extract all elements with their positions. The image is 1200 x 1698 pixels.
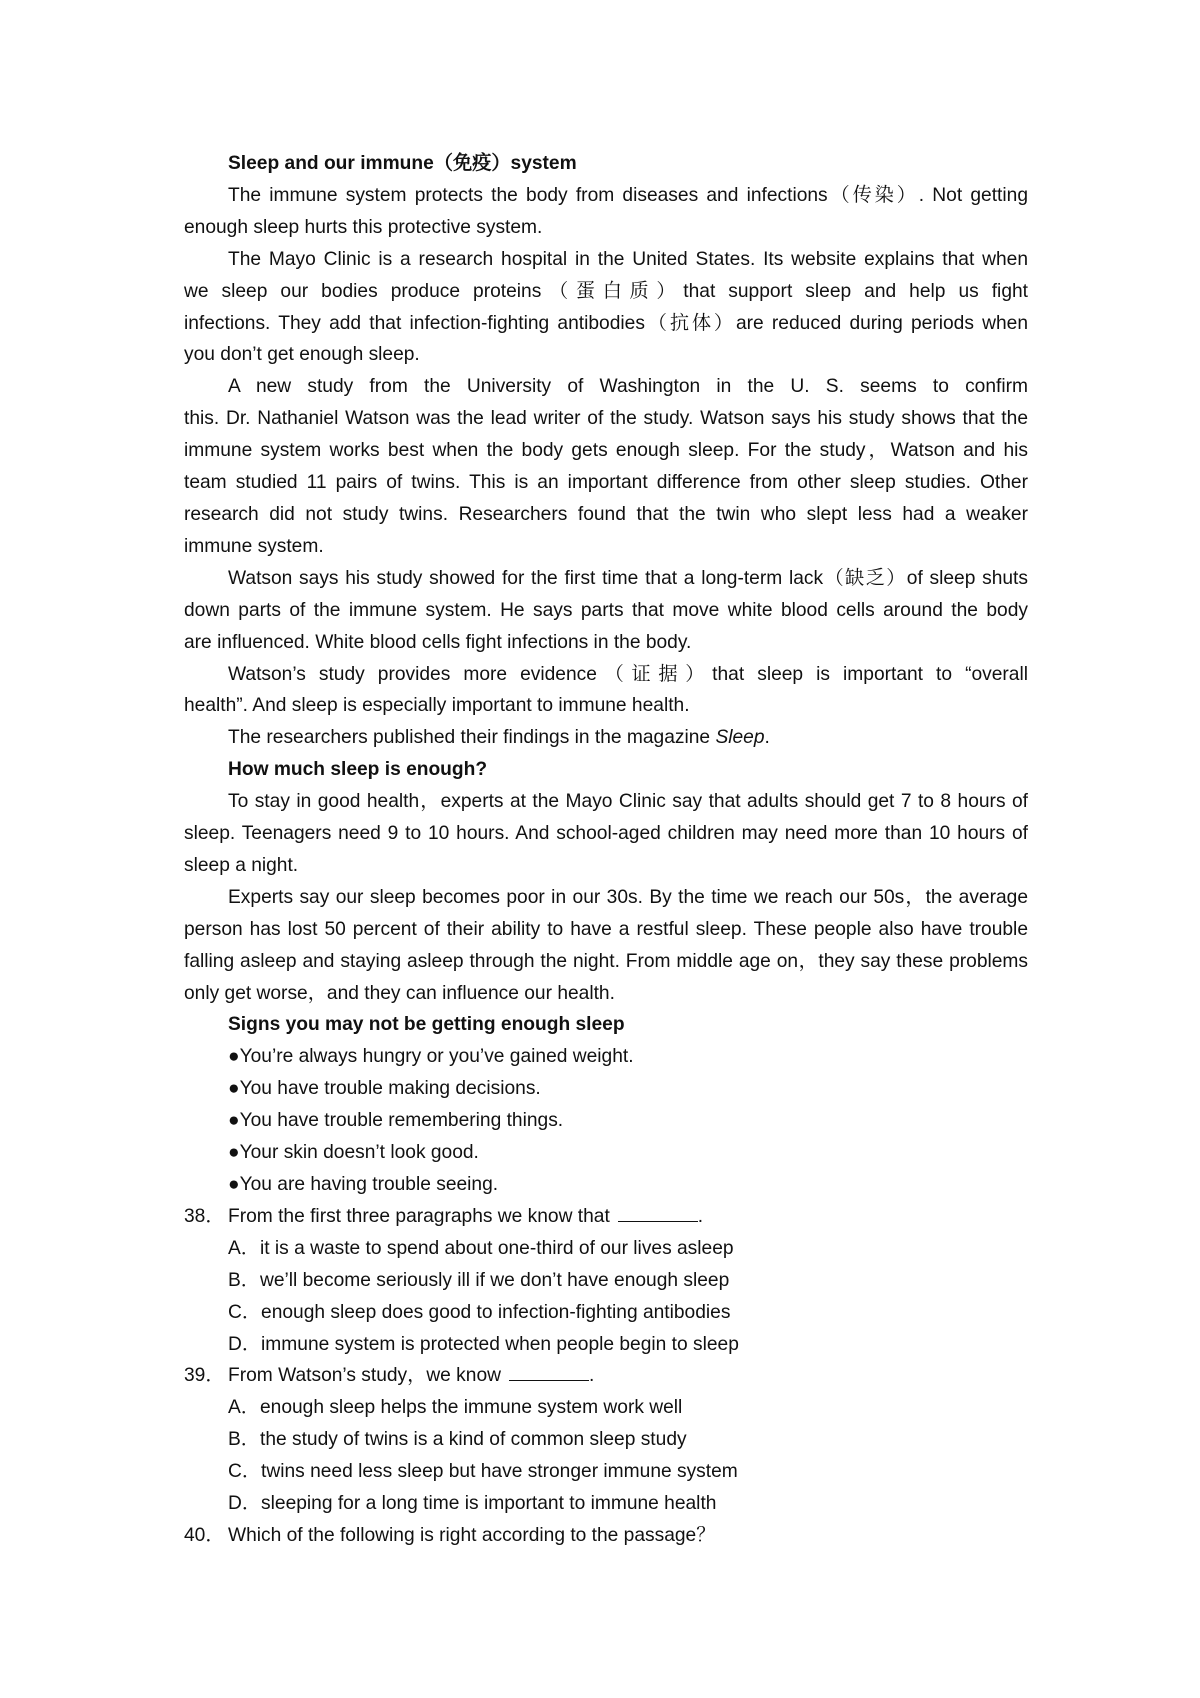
- paragraph-line: Watson’s study provides more evidence（证据）that sleep is important to “overall: [228, 663, 1028, 685]
- paragraph-line: only get worse，and they can influence our health.: [184, 982, 615, 1004]
- paragraph-line: Experts say our sleep becomes poor in our 30s. By the time we reach our 50s，the average: [228, 886, 1028, 908]
- paragraph-line: are influenced. White blood cells fight infections in the body.: [184, 631, 692, 653]
- paragraph-line: infections. They add that infection-fighting antibodies（抗体）are reduced during periods when: [184, 312, 1028, 334]
- list-item: ●You have trouble making decisions.: [228, 1078, 541, 1100]
- paragraph-line: team studied 11 pairs of twins. This is an important difference from other sleep studies. Other: [184, 472, 1028, 494]
- question-number: 40．: [184, 1524, 225, 1546]
- paragraph-text: .: [764, 727, 770, 749]
- paragraph-line: health”. And sleep is especially important to immune health.: [184, 695, 690, 717]
- answer-option[interactable]: A．it is a waste to spend about one-third of our lives asleep: [228, 1237, 734, 1259]
- question-end: .: [588, 1365, 595, 1387]
- magazine-name: Sleep: [715, 727, 765, 749]
- answer-option[interactable]: B．the study of twins is a kind of common sleep study: [228, 1429, 687, 1451]
- list-item: ●You’re always hungry or you’ve gained weight.: [228, 1046, 634, 1068]
- answer-option[interactable]: C．twins need less sleep but have stronger immune system: [228, 1461, 738, 1483]
- answer-blank[interactable]: [509, 1360, 589, 1381]
- paragraph-line: immune system works best when the body gets enough sleep. For the study，Watson and his: [184, 440, 1028, 462]
- list-item: ●You have trouble remembering things.: [228, 1110, 564, 1132]
- paragraph-line: [184, 722, 1028, 754]
- paragraph-line: person has lost 50 percent of their ability to have a restful sleep. These people also have trouble: [184, 918, 1028, 940]
- answer-option[interactable]: A．enough sleep helps the immune system work well: [228, 1397, 683, 1419]
- answer-blank[interactable]: [618, 1201, 698, 1222]
- paragraph-line: research did not study twins. Researchers found that the twin who slept less had a weaker: [184, 503, 1028, 525]
- list-item: ●You are having trouble seeing.: [228, 1174, 499, 1195]
- paragraph-line: this. Dr. Nathaniel Watson was the lead writer of the study. Watson says his study shows that the: [184, 408, 1028, 430]
- question-stem: Which of the following is right according to the passage？: [228, 1524, 716, 1546]
- answer-option[interactable]: D．immune system is protected when people begin to sleep: [228, 1333, 739, 1355]
- paragraph-line: Watson says his study showed for the first time that a long-term lack（缺乏）of sleep shuts: [228, 567, 1028, 589]
- paragraph-line: falling asleep and staying asleep through the night. From middle age on，they say these problems: [184, 950, 1028, 972]
- paragraph-line: sleep. Teenagers need 9 to 10 hours. And school-aged children may need more than 10 hours of: [184, 823, 1028, 845]
- paragraph-line: The Mayo Clinic is a research hospital in the United States. Its website explains that when: [228, 248, 1028, 270]
- question-38: [184, 1201, 1028, 1233]
- answer-option[interactable]: B．we’ll become seriously ill if we don’t have enough sleep: [228, 1269, 730, 1291]
- question-40: [184, 1520, 1028, 1552]
- paragraph-line: The immune system protects the body from diseases and infections（传染）. Not getting: [228, 184, 1028, 206]
- section-title: How much sleep is enough?: [228, 759, 488, 781]
- paragraph-line: A new study from the University of Washington in the U. S. seems to confirm: [228, 376, 1028, 398]
- answer-option[interactable]: C．enough sleep does good to infection-fighting antibodies: [228, 1301, 731, 1323]
- list-item: ●Your skin doesn’t look good.: [228, 1142, 479, 1164]
- question-number: 38．: [184, 1205, 225, 1227]
- paragraph-line: you don’t get enough sleep.: [184, 344, 420, 366]
- section-title: Signs you may not be getting enough sleep: [228, 1014, 625, 1036]
- document-content: [184, 148, 1028, 1552]
- answer-option[interactable]: D．sleeping for a long time is important to immune health: [228, 1493, 717, 1515]
- question-stem: From Watson’s study，we know: [228, 1365, 501, 1387]
- question-end: .: [697, 1205, 704, 1227]
- paragraph-line: enough sleep hurts this protective system.: [184, 216, 543, 238]
- paragraph-text: The researchers published their findings in the magazine: [228, 727, 716, 749]
- paragraph-line: To stay in good health，experts at the Mayo Clinic say that adults should get 7 to 8 hours of: [228, 791, 1028, 813]
- question-number: 39．: [184, 1365, 225, 1387]
- paragraph-line: immune system.: [184, 535, 324, 557]
- paragraph-line: down parts of the immune system. He says parts that move white blood cells around the body: [184, 599, 1028, 621]
- question-stem: From the first three paragraphs we know that: [228, 1205, 610, 1227]
- section-title: Sleep and our immune（免疫）system: [228, 153, 577, 174]
- question-39: [184, 1360, 1028, 1392]
- paragraph-line: we sleep our bodies produce proteins（蛋白质）that support sleep and help us fight: [184, 280, 1028, 302]
- paragraph-line: sleep a night.: [184, 854, 299, 876]
